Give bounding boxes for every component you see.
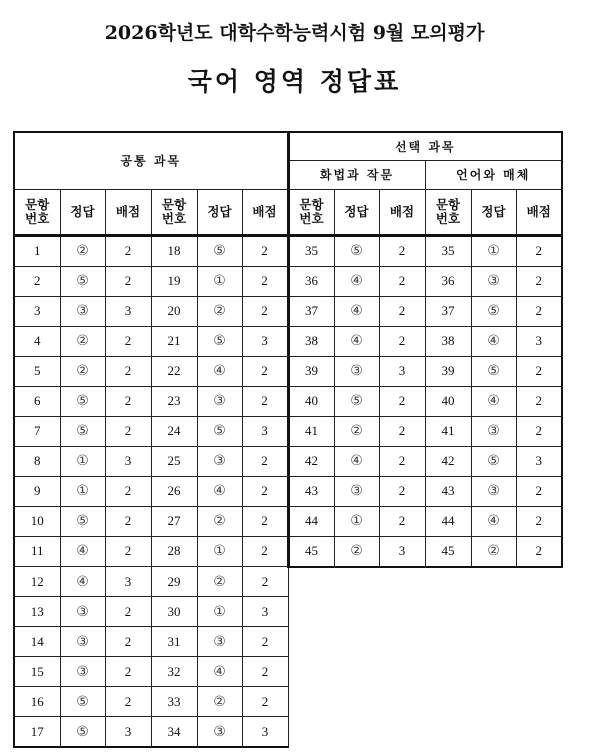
points-value: 2: [516, 476, 562, 506]
table-row: [14, 687, 562, 717]
empty-area: [288, 687, 562, 717]
question-number: 21: [151, 326, 197, 356]
answer-value: ⑤: [334, 235, 379, 266]
question-number: 5: [14, 356, 60, 386]
answer-value: ⑤: [60, 386, 105, 416]
answer-value: ⑤: [60, 717, 105, 748]
points-value: 2: [242, 567, 288, 597]
answer-value: ②: [197, 506, 242, 536]
question-number: 43: [425, 476, 471, 506]
points-value: 2: [105, 416, 151, 446]
points-value: 2: [242, 235, 288, 266]
table-row: [14, 356, 562, 386]
points-value: 2: [516, 386, 562, 416]
answer-value: ③: [334, 476, 379, 506]
points-value: 2: [105, 597, 151, 627]
question-number: 8: [14, 446, 60, 476]
answer-value: ②: [60, 235, 105, 266]
points-value: 3: [242, 717, 288, 748]
answer-value: ③: [197, 717, 242, 748]
question-number: 25: [151, 446, 197, 476]
question-number: 35: [425, 235, 471, 266]
question-number: 24: [151, 416, 197, 446]
points-value: 2: [242, 536, 288, 567]
question-number: 40: [425, 386, 471, 416]
question-number: 31: [151, 627, 197, 657]
question-number: 45: [425, 536, 471, 567]
col-header-number: [288, 189, 334, 235]
question-number: 44: [288, 506, 334, 536]
answer-value: ①: [60, 446, 105, 476]
empty-area: [288, 657, 562, 687]
elective-a-header: 화법과 작문: [288, 160, 425, 189]
question-number: 43: [288, 476, 334, 506]
table-row: [14, 627, 562, 657]
table-row: [14, 567, 562, 597]
elective-subject-header: 선택 과목: [288, 132, 562, 160]
question-number: 33: [151, 687, 197, 717]
points-value: 2: [379, 476, 425, 506]
question-number: 37: [425, 296, 471, 326]
question-number: 17: [14, 717, 60, 748]
answer-sheet-title: 국어 영역 정답표: [187, 67, 402, 96]
points-value: 2: [242, 627, 288, 657]
answer-value: ①: [471, 235, 516, 266]
answer-value: ⑤: [471, 356, 516, 386]
question-number: 44: [425, 506, 471, 536]
question-number: 39: [425, 356, 471, 386]
answer-value: ③: [197, 627, 242, 657]
col-header-number: [14, 189, 60, 235]
answer-value: ④: [471, 506, 516, 536]
col-header-number-line1: 문항: [435, 196, 461, 212]
question-number: 18: [151, 235, 197, 266]
answer-value: ⑤: [60, 266, 105, 296]
question-number: 10: [14, 506, 60, 536]
question-number: 14: [14, 627, 60, 657]
question-number: 20: [151, 296, 197, 326]
answer-value: ④: [471, 326, 516, 356]
question-number: 36: [425, 266, 471, 296]
points-value: 3: [516, 326, 562, 356]
empty-area: [288, 597, 562, 627]
answer-value: ⑤: [60, 506, 105, 536]
answer-value: ④: [60, 567, 105, 597]
answer-value: ④: [197, 356, 242, 386]
points-value: 2: [379, 386, 425, 416]
question-number: 7: [14, 416, 60, 446]
col-header-number-line2: 번호: [25, 210, 50, 226]
question-number: 42: [425, 446, 471, 476]
points-value: 2: [242, 476, 288, 506]
answer-value: ③: [197, 446, 242, 476]
empty-area: [288, 567, 562, 597]
table-row: [14, 296, 562, 326]
answer-value: ④: [334, 446, 379, 476]
table-row: [14, 266, 562, 296]
answer-value: ③: [471, 476, 516, 506]
col-header-number-line2: 번호: [161, 210, 187, 226]
question-number: 26: [151, 476, 197, 506]
points-value: 2: [105, 657, 151, 687]
answer-value: ③: [60, 296, 105, 326]
points-value: 2: [105, 266, 151, 296]
answer-value: ②: [197, 567, 242, 597]
question-number: 13: [14, 597, 60, 627]
question-number: 9: [14, 476, 60, 506]
table-row: [14, 597, 562, 627]
table-row: [14, 476, 562, 506]
question-number: 12: [14, 567, 60, 597]
question-number: 42: [288, 446, 334, 476]
question-number: 41: [425, 416, 471, 446]
col-header-points: 배점: [242, 189, 288, 235]
question-number: 34: [151, 717, 197, 748]
question-number: 37: [288, 296, 334, 326]
question-number: 4: [14, 326, 60, 356]
col-header-answer: 정답: [60, 189, 105, 235]
points-value: 2: [516, 296, 562, 326]
question-number: 41: [288, 416, 334, 446]
table-row: [14, 386, 562, 416]
col-header-number-line2: 번호: [435, 210, 461, 226]
answer-value: ②: [334, 416, 379, 446]
question-number: 11: [14, 536, 60, 567]
question-number: 38: [425, 326, 471, 356]
points-value: 3: [105, 446, 151, 476]
question-number: 30: [151, 597, 197, 627]
points-value: 3: [105, 717, 151, 748]
question-number: 36: [288, 266, 334, 296]
answer-value: ③: [60, 627, 105, 657]
table-row: [14, 657, 562, 687]
points-value: 2: [516, 235, 562, 266]
points-value: 2: [516, 356, 562, 386]
question-number: 23: [151, 386, 197, 416]
table-row: [14, 506, 562, 536]
points-value: 2: [105, 356, 151, 386]
question-number: 22: [151, 356, 197, 386]
answer-value: ⑤: [60, 416, 105, 446]
answer-value: ⑤: [471, 446, 516, 476]
col-header-answer: 정답: [334, 189, 379, 235]
question-number: 29: [151, 567, 197, 597]
table-row: [14, 326, 562, 356]
answer-value: ④: [197, 476, 242, 506]
points-value: 2: [105, 476, 151, 506]
question-number: 45: [288, 536, 334, 567]
answer-value: ⑤: [197, 326, 242, 356]
answer-value: ②: [197, 687, 242, 717]
answer-value: ⑤: [334, 386, 379, 416]
points-value: 2: [242, 657, 288, 687]
points-value: 2: [105, 506, 151, 536]
answer-value: ④: [334, 296, 379, 326]
col-header-number-line1: 문항: [299, 196, 324, 212]
col-header-number-line1: 문항: [161, 196, 187, 212]
points-value: 3: [242, 416, 288, 446]
question-number: 28: [151, 536, 197, 567]
col-header-number: [151, 189, 197, 235]
points-value: 2: [242, 446, 288, 476]
col-header-number-line1: 문항: [25, 196, 50, 212]
col-header-points: 배점: [379, 189, 425, 235]
question-number: 6: [14, 386, 60, 416]
points-value: 2: [105, 627, 151, 657]
answer-value: ③: [197, 386, 242, 416]
table-row: [14, 446, 562, 476]
exam-title: 2026학년도 대학수학능력시험 9월 모의평가: [104, 22, 485, 44]
col-header-points: 배점: [105, 189, 151, 235]
answer-value: ②: [471, 536, 516, 567]
points-value: 3: [242, 597, 288, 627]
answer-value: ③: [471, 266, 516, 296]
answer-value: ②: [60, 356, 105, 386]
answer-value: ①: [197, 266, 242, 296]
points-value: 2: [105, 235, 151, 266]
points-value: 2: [379, 296, 425, 326]
answer-value: ⑤: [197, 235, 242, 266]
points-value: 2: [242, 296, 288, 326]
points-value: 2: [516, 506, 562, 536]
answer-value: ②: [197, 296, 242, 326]
points-value: 2: [379, 326, 425, 356]
question-number: 38: [288, 326, 334, 356]
answer-value: ④: [334, 266, 379, 296]
elective-b-header: 언어와 매체: [425, 160, 562, 189]
table-row: [14, 235, 562, 266]
answer-value: ③: [334, 356, 379, 386]
points-value: 2: [242, 386, 288, 416]
points-value: 2: [105, 687, 151, 717]
question-number: 19: [151, 266, 197, 296]
question-number: 2: [14, 266, 60, 296]
col-header-answer: 정답: [471, 189, 516, 235]
points-value: 3: [379, 356, 425, 386]
answer-value: ④: [334, 326, 379, 356]
points-value: 2: [516, 266, 562, 296]
answer-value: ①: [60, 476, 105, 506]
points-value: 2: [379, 506, 425, 536]
points-value: 3: [105, 296, 151, 326]
answer-value: ①: [334, 506, 379, 536]
question-number: 16: [14, 687, 60, 717]
points-value: 2: [516, 416, 562, 446]
points-value: 2: [516, 536, 562, 567]
points-value: 2: [379, 446, 425, 476]
table-row: [14, 717, 562, 748]
col-header-number: [425, 189, 471, 235]
points-value: 2: [379, 416, 425, 446]
answer-value: ③: [60, 597, 105, 627]
common-subject-header: 공통 과목: [14, 132, 288, 189]
question-number: 32: [151, 657, 197, 687]
answer-value: ①: [197, 597, 242, 627]
answer-value: ④: [60, 536, 105, 567]
question-number: 3: [14, 296, 60, 326]
question-number: 1: [14, 235, 60, 266]
empty-area: [288, 627, 562, 657]
points-value: 3: [379, 536, 425, 567]
answer-value: ④: [197, 657, 242, 687]
points-value: 2: [105, 386, 151, 416]
points-value: 2: [242, 266, 288, 296]
answer-value: ②: [60, 326, 105, 356]
empty-area: [288, 717, 562, 748]
answer-value: ③: [471, 416, 516, 446]
answer-value: ⑤: [471, 296, 516, 326]
points-value: 3: [105, 567, 151, 597]
question-number: 35: [288, 235, 334, 266]
col-header-points: 배점: [516, 189, 562, 235]
points-value: 3: [516, 446, 562, 476]
points-value: 3: [242, 326, 288, 356]
question-number: 39: [288, 356, 334, 386]
answer-table: [13, 131, 563, 748]
points-value: 2: [242, 506, 288, 536]
points-value: 2: [242, 356, 288, 386]
points-value: 2: [105, 326, 151, 356]
answer-value: ⑤: [197, 416, 242, 446]
col-header-number-line2: 번호: [299, 210, 324, 226]
answer-value: ⑤: [60, 687, 105, 717]
answer-value: ②: [334, 536, 379, 567]
points-value: 2: [105, 536, 151, 567]
points-value: 2: [242, 687, 288, 717]
question-number: 40: [288, 386, 334, 416]
points-value: 2: [379, 266, 425, 296]
points-value: 2: [379, 235, 425, 266]
table-row: [14, 416, 562, 446]
question-number: 27: [151, 506, 197, 536]
question-number: 15: [14, 657, 60, 687]
col-header-answer: 정답: [197, 189, 242, 235]
answer-value: ③: [60, 657, 105, 687]
table-row: [14, 536, 562, 567]
answer-value: ④: [471, 386, 516, 416]
answer-value: ①: [197, 536, 242, 567]
